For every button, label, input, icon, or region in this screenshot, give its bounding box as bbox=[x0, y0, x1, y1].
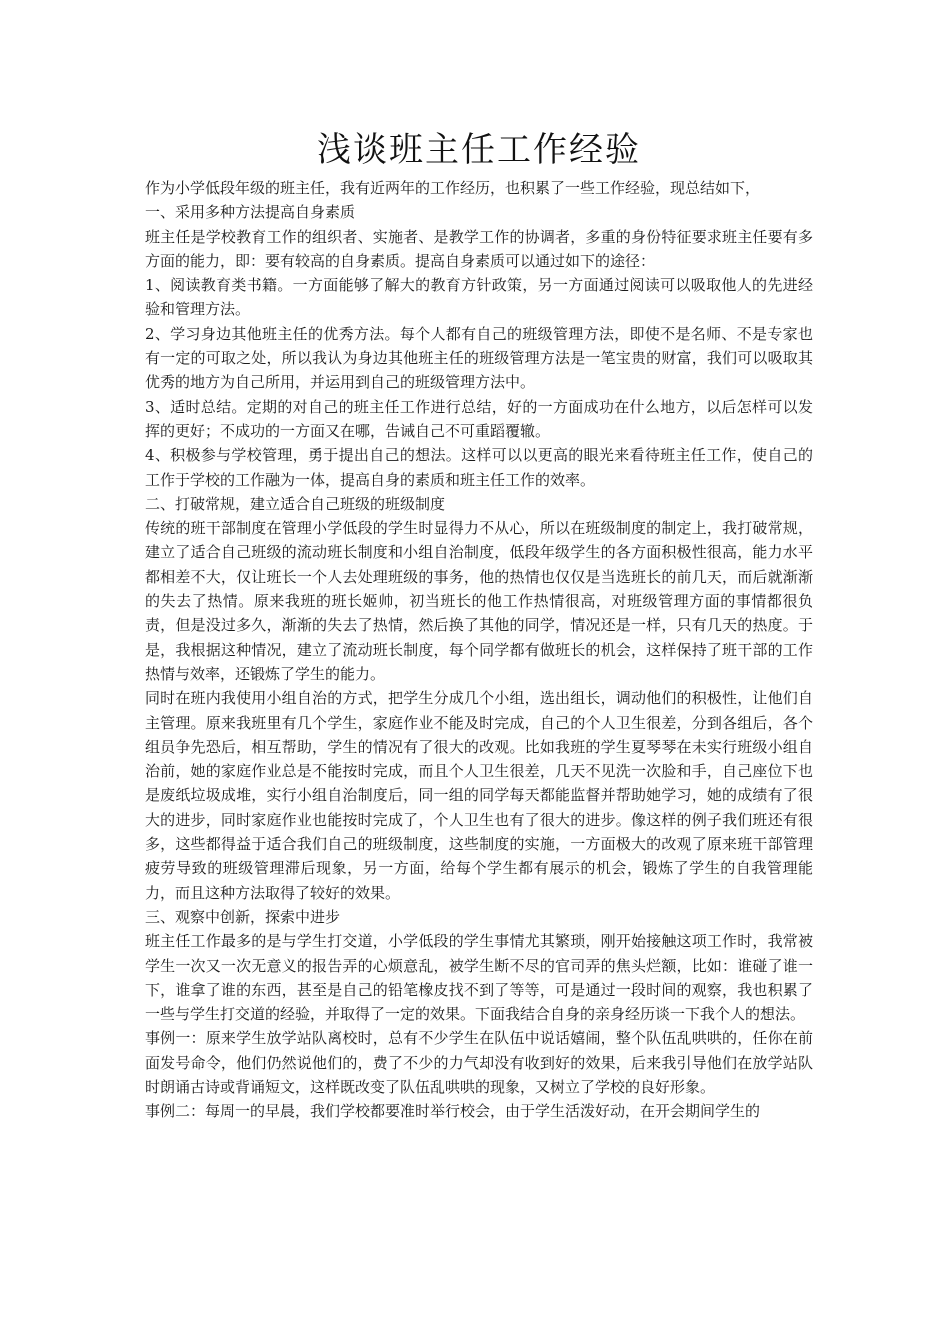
section-heading-3: 三、观察中创新，探索中进步 bbox=[145, 907, 341, 926]
example-1: 事例一：原来学生放学站队离校时，总有不少学生在队伍中说话嬉闹，整个队伍乱哄哄的，任你在前面发号命令，他们仍然说他们的，费了不少的力气却没有收到好的效果，后来我引导他们在放学站队时朗诵古诗或背诵短文，这样既改变了队伍乱哄哄的现象，又树立了学校的良好形象。 bbox=[145, 1029, 813, 1096]
paragraph: 班主任是学校教育工作的组织者、实施者、是教学工作的协调者，多重的身份特征要求班主任要有多方面的能力，即：要有较高的自身素质。提高自身素质可以通过如下的途径： bbox=[145, 227, 813, 270]
list-item-2: 2、学习身边其他班主任的优秀方法。每个人都有自己的班级管理方法，即使不是名师、不是专家也有一定的可取之处，所以我认为身边其他班主任的班级管理方法是一笔宝贵的财富，我们可以吸取其优秀的地方为自己所用，并运用到自己的班级管理方法中。 bbox=[145, 324, 813, 392]
list-item-4: 4、积极参与学校管理，勇于提出自己的想法。这样可以以更高的眼光来看待班主任工作，使自己的工作于学校的工作融为一体，提高自身的素质和班主任工作的效率。 bbox=[145, 446, 813, 489]
section-heading-2: 二、打破常规，建立适合自己班级的班级制度 bbox=[145, 494, 446, 513]
document-page bbox=[145, 128, 813, 1124]
paragraph: 传统的班干部制度在管理小学低段的学生时显得力不从心，所以在班级制度的制定上，我打破常规，建立了适合自己班级的流动班长制度和小组自治制度，低段年级学生的各方面积极性很高，能力水平都相差不大，仅让班长一个人去处理班级的事务，他的热情也仅仅是当选班长的前几天，而后就渐渐的失去了热情。原来我班的班长姬帅，初当班长的他工作热情很高，对班级管理方面的事情都很负责，但是没过多久，渐渐的失去了热情，然后换了其他的同学，情况还是一样，只有几天的热度。于是，我根据这种情况，建立了流动班长制度，每个同学都有做班长的机会，这样保持了班干部的工作热情与效率，还锻炼了学生的能力。 bbox=[145, 519, 813, 683]
list-item-1: 1、阅读教育类书籍。一方面能够了解大的教育方针政策，另一方面通过阅读可以吸取他人的先进经验和管理方法。 bbox=[145, 276, 813, 319]
paragraph: 同时在班内我使用小组自治的方式，把学生分成几个小组，选出组长，调动他们的积极性，让他们自主管理。原来我班里有几个学生，家庭作业不能及时完成，自己的个人卫生很差，分到各组后，各个组员争先恐后，相互帮助，学生的情况有了很大的改观。比如我班的学生夏琴琴在未实行班级小组自治前，她的家庭作业总是不能按时完成，而且个人卫生很差，几天不见洗一次脸和手，自己座位下也是废纸垃圾成堆，实行小组自治制度后，同一组的同学每天都能监督并帮助她学习，她的成绩有了很大的进步，同时家庭作业也能按时完成了，个人卫生也有了很大的进步。像这样的例子我们班还有很多，这些都得益于适合我们自己的班级制度，这些制度的实施，一方面极大的改观了原来班干部管理疲劳导致的班级管理滞后现象，另一方面，给每个学生都有展示的机会，锻炼了学生的自我管理能力，而且这种方法取得了较好的效果。 bbox=[145, 689, 813, 902]
document-title: 浅谈班主任工作经验 bbox=[317, 130, 641, 170]
list-item-3: 3、适时总结。定期的对自己的班主任工作进行总结，好的一方面成功在什么地方，以后怎样可以发挥的更好；不成功的一方面又在哪，告诫自己不可重蹈覆辙。 bbox=[145, 397, 813, 440]
document-body bbox=[145, 176, 813, 1124]
section-heading-1: 一、采用多种方法提高自身素质 bbox=[145, 203, 356, 222]
paragraph-intro: 作为小学低段年级的班主任，我有近两年的工作经历，也积累了一些工作经验，现总结如下， bbox=[145, 179, 761, 197]
example-2: 事例二：每周一的早晨，我们学校都要准时举行校会，由于学生活泼好动，在开会期间学生的 bbox=[145, 1102, 761, 1121]
paragraph: 班主任工作最多的是与学生打交道，小学低段的学生事情尤其繁琐，刚开始接触这项工作时，我常被学生一次又一次无意义的报告弄的心烦意乱，被学生断不尽的官司弄的焦头烂额，比如：谁碰了谁一下，谁拿了谁的东西，甚至是自己的铅笔橡皮找不到了等等，可是通过一段时间的观察，我也积累了一些与学生打交道的经验，并取得了一定的效果。下面我结合自身的亲身经历谈一下我个人的想法。 bbox=[145, 932, 813, 1024]
